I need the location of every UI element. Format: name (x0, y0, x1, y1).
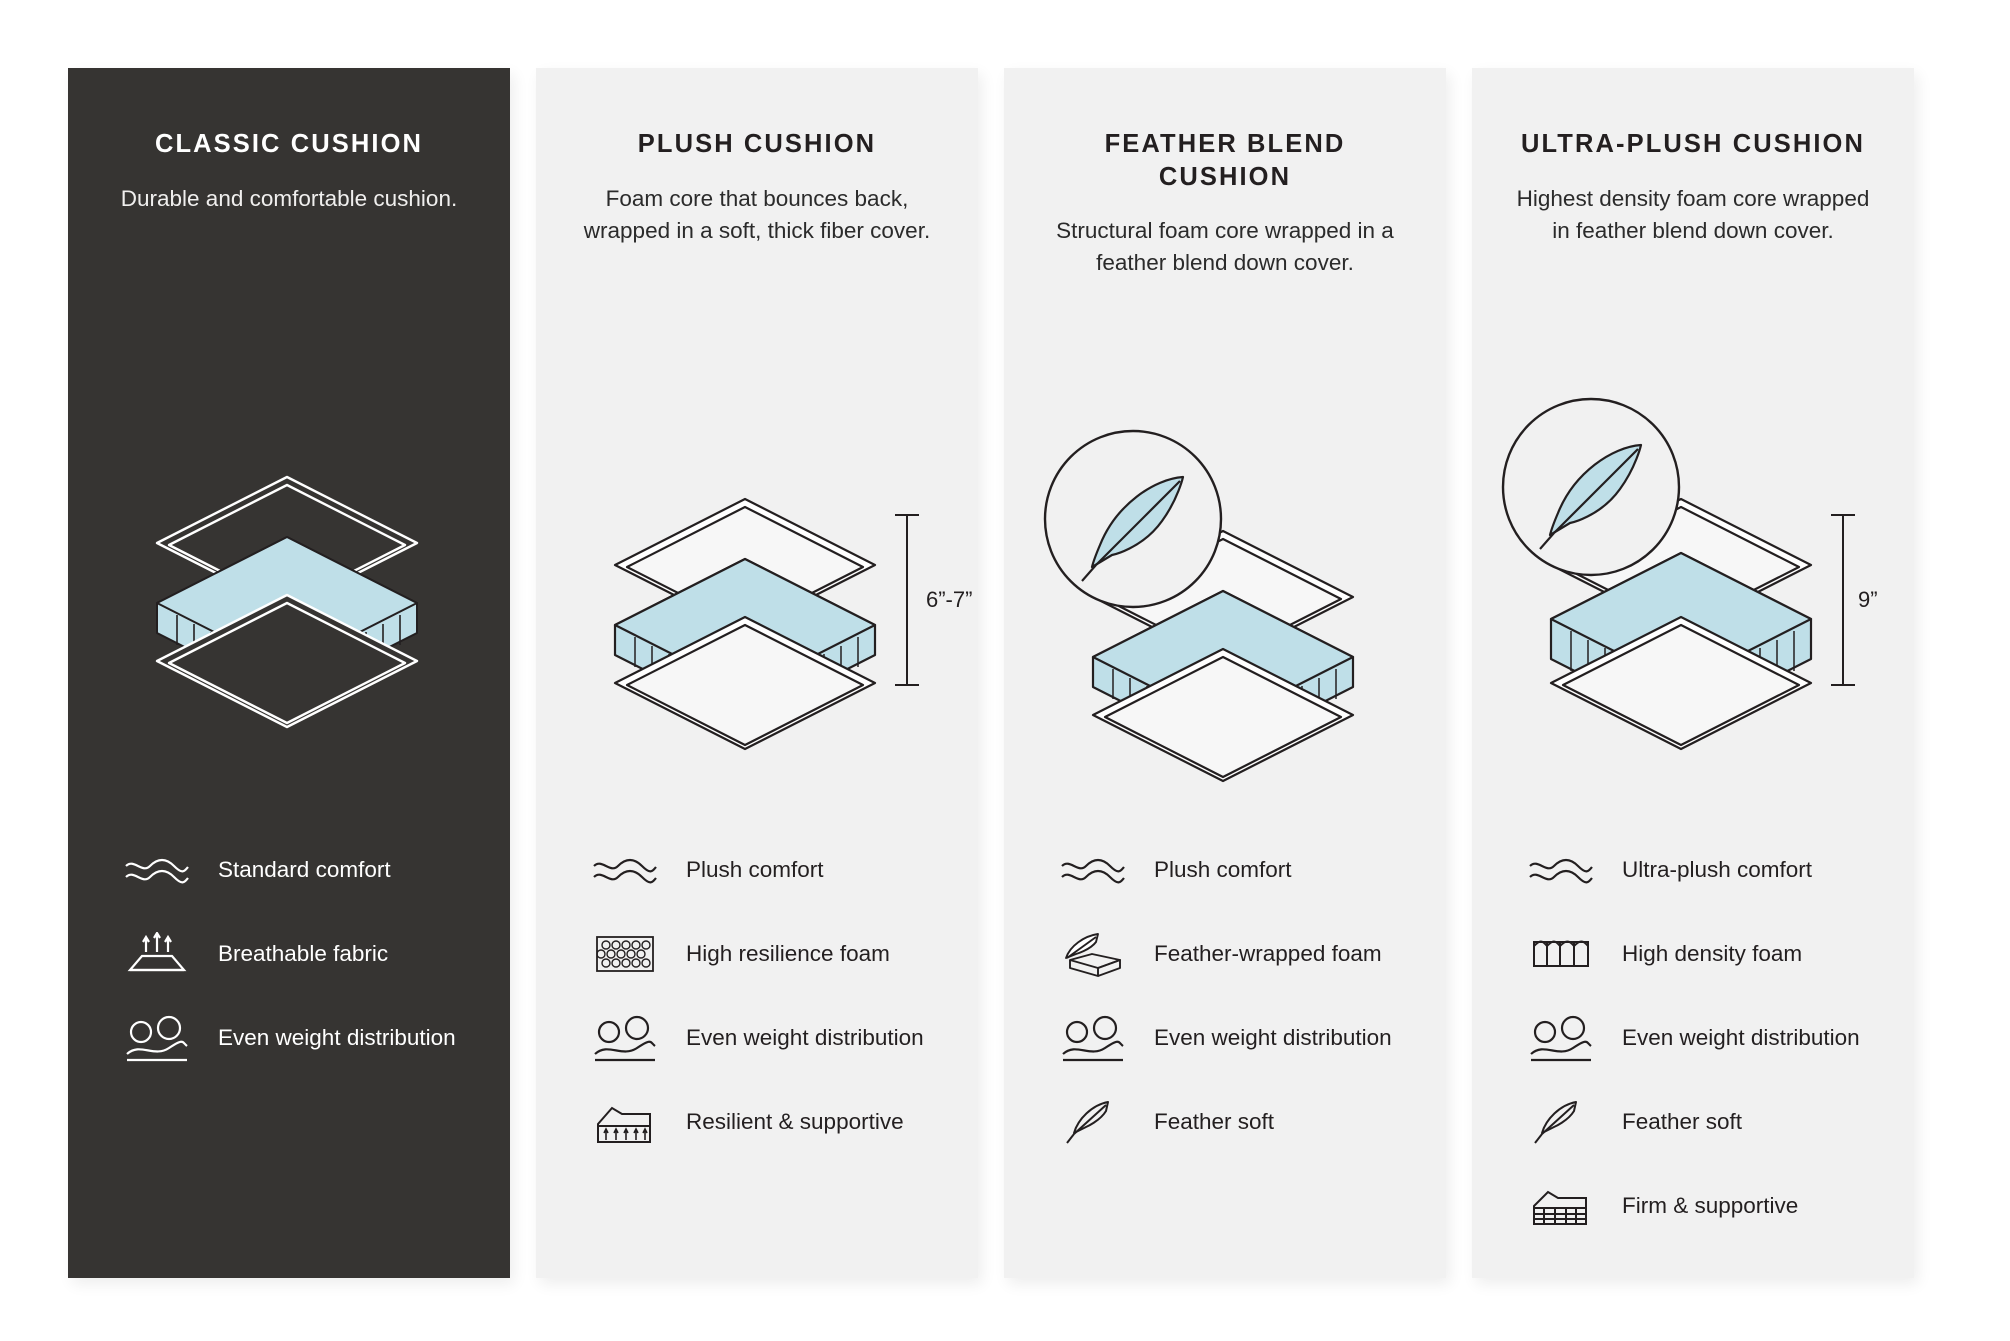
feather-icon (1524, 1097, 1598, 1147)
list-item (1056, 912, 1412, 996)
wave-lines-icon (1524, 855, 1598, 885)
list-item (588, 828, 944, 912)
list-item (588, 1080, 944, 1164)
even-weight-distribution-icon (1524, 1014, 1598, 1062)
list-item (1524, 912, 1880, 996)
list-item-label: Plush comfort (686, 856, 824, 882)
wave-lines-icon (120, 855, 194, 885)
list-item-label: Even weight distribution (218, 1024, 456, 1050)
list-item-label: Even weight distribution (686, 1024, 924, 1050)
feature-list-plush (588, 828, 944, 1164)
list-item-label: Standard comfort (218, 856, 391, 882)
list-item (1056, 828, 1412, 912)
exploded-cushion-diagram (570, 277, 990, 667)
cushion-layers-illustration-ultra-plush (1506, 277, 1880, 667)
dimension-label: 9” (1858, 586, 1878, 612)
cushion-card-ultra-plush[interactable] (1472, 68, 1914, 1278)
page-title: CLASSIC CUSHION (154, 130, 424, 158)
feature-list-classic (120, 828, 476, 1080)
list-item (1056, 996, 1412, 1080)
list-item-label: Breathable fabric (218, 940, 389, 966)
dimension-label: 6”-7” (926, 586, 973, 612)
feather-badge-icon (1503, 399, 1679, 575)
firm-support-icon (1524, 1182, 1598, 1230)
list-item-label: Resilient & supportive (686, 1108, 904, 1134)
page-title: ULTRA-PLUSH CUSHION (1521, 130, 1865, 158)
page-title: PLUSH CUSHION (637, 130, 877, 158)
list-item (588, 912, 944, 996)
feature-list-ultra-plush (1524, 828, 1880, 1248)
exploded-cushion-diagram (1038, 309, 1458, 699)
feather-icon (1056, 1097, 1130, 1147)
list-item (120, 828, 476, 912)
list-item-label: Plush comfort (1154, 856, 1292, 882)
list-item (1524, 1164, 1880, 1248)
list-item-label: Even weight distribution (1154, 1024, 1392, 1050)
list-item (588, 996, 944, 1080)
wave-lines-icon (1056, 855, 1130, 885)
list-item (1524, 828, 1880, 912)
feature-list-feather-blend (1056, 828, 1412, 1164)
card-description: Foam core that bounces back, wrapped in a soft, thick fiber cover. (583, 185, 931, 243)
list-item (120, 996, 476, 1080)
feather-wrapped-foam-icon (1056, 930, 1130, 978)
list-item (120, 912, 476, 996)
cushion-card-feather-blend[interactable] (1004, 68, 1446, 1278)
card-description: Highest density foam core wrapped in feather blend down cover. (1516, 185, 1870, 243)
resilient-support-icon (588, 1098, 662, 1146)
list-item (1524, 1080, 1880, 1164)
list-item-label: Even weight distribution (1622, 1024, 1860, 1050)
exploded-cushion-diagram (1506, 277, 1926, 667)
feather-badge-icon (1045, 431, 1221, 607)
list-item (1056, 1080, 1412, 1164)
wave-lines-icon (588, 855, 662, 885)
exploded-cushion-diagram (102, 245, 522, 635)
even-weight-distribution-icon (120, 1014, 194, 1062)
honeycomb-foam-icon (588, 931, 662, 977)
card-description: Structural foam core wrapped in a feather blend down cover. (1056, 218, 1394, 276)
list-item-label: Firm & supportive (1622, 1192, 1799, 1218)
even-weight-distribution-icon (1056, 1014, 1130, 1062)
list-item-label: High density foam (1622, 940, 1803, 966)
cushion-card-classic[interactable] (68, 68, 510, 1278)
list-item-label: Feather-wrapped foam (1154, 940, 1382, 966)
breathable-fabric-icon (120, 932, 194, 976)
cushion-comparison-cards (68, 68, 1914, 1278)
cushion-layers-illustration-feather-blend (1038, 309, 1412, 699)
list-item-label: Ultra-plush comfort (1622, 856, 1813, 882)
cushion-card-plush[interactable] (536, 68, 978, 1278)
list-item (1524, 996, 1880, 1080)
card-description: Durable and comfortable cushion. (120, 185, 458, 211)
even-weight-distribution-icon (588, 1014, 662, 1062)
cushion-layers-illustration-plush (570, 277, 973, 667)
list-item-label: High resilience foam (686, 940, 890, 966)
high-density-foam-icon (1524, 934, 1598, 974)
cushion-layers-illustration-classic (102, 245, 476, 635)
page-title: FEATHER BLEND CUSHION (1104, 130, 1346, 191)
list-item-label: Feather soft (1154, 1108, 1275, 1134)
list-item-label: Feather soft (1622, 1108, 1743, 1134)
